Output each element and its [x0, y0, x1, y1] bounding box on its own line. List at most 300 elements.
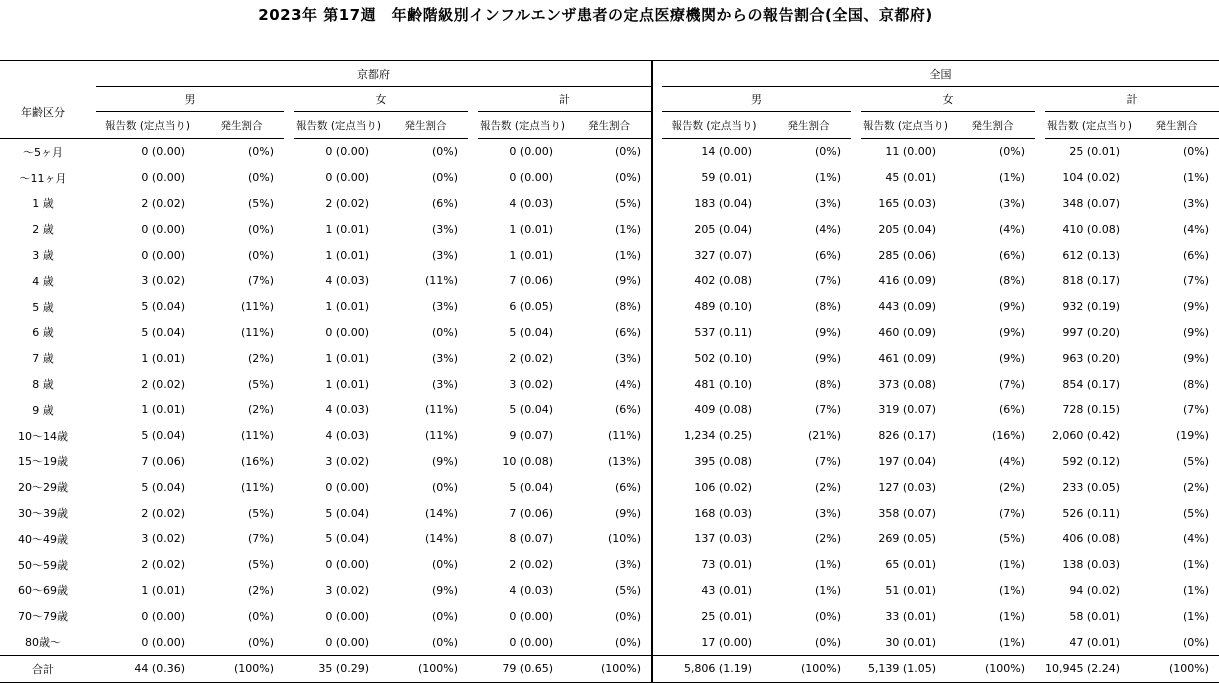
report-count-cell: 0 (0.00) [325, 609, 369, 623]
column-header-rate: 発生割合 [766, 112, 851, 139]
occurrence-rate-cell: (0%) [247, 145, 274, 159]
column-header-count: 報告数 (定点当り) [294, 112, 383, 139]
age-group-cell: 2 歳 [32, 223, 54, 237]
table-row [0, 397, 1219, 423]
report-count-cell: 5 (0.04) [141, 325, 185, 339]
report-count-cell: 481 (0.10) [694, 377, 752, 391]
table-row [0, 242, 1219, 268]
report-count-cell: 137 (0.03) [694, 532, 752, 546]
age-group-cell: 50～59歳 [18, 558, 68, 572]
occurrence-rate-cell: (5%) [247, 377, 274, 391]
report-count-cell: 10,945 (2.24) [1045, 655, 1134, 682]
report-count-cell: 127 (0.03) [878, 480, 936, 494]
occurrence-rate-cell: (3%) [431, 300, 458, 314]
report-count-cell: 183 (0.04) [694, 196, 752, 210]
occurrence-rate-cell: (4%) [614, 377, 641, 391]
occurrence-rate-cell: (0%) [814, 145, 841, 159]
sex-header-male-kyoto: 男 [96, 87, 284, 112]
report-count-cell: 461 (0.09) [878, 351, 936, 365]
occurrence-rate-cell: (100%) [950, 655, 1035, 682]
occurrence-rate-cell: (11%) [240, 429, 274, 443]
occurrence-rate-cell: (6%) [614, 403, 641, 417]
occurrence-rate-cell: (5%) [614, 583, 641, 597]
occurrence-rate-cell: (0%) [614, 171, 641, 185]
occurrence-rate-cell: (3%) [431, 222, 458, 236]
report-count-cell: 4 (0.03) [325, 274, 369, 288]
report-count-cell: 0 (0.00) [141, 609, 185, 623]
report-count-cell: 0 (0.00) [141, 145, 185, 159]
age-group-cell: 40～49歳 [18, 532, 68, 546]
report-count-cell: 59 (0.01) [701, 171, 752, 185]
report-count-cell: 43 (0.01) [701, 583, 752, 597]
occurrence-rate-cell: (9%) [998, 300, 1025, 314]
table-row [0, 526, 1219, 552]
occurrence-rate-cell: (1%) [1182, 558, 1209, 572]
report-count-cell: 35 (0.29) [294, 655, 383, 682]
report-count-cell: 3 (0.02) [325, 454, 369, 468]
occurrence-rate-cell: (7%) [1182, 403, 1209, 417]
report-count-cell: 5 (0.04) [141, 429, 185, 443]
report-count-cell: 2 (0.02) [141, 506, 185, 520]
report-count-cell: 1,234 (0.25) [683, 429, 752, 443]
age-group-cell: 4 歳 [32, 274, 54, 288]
occurrence-rate-cell: (0%) [431, 325, 458, 339]
sex-header-total-national: 計 [1045, 87, 1219, 112]
report-count-cell: 932 (0.19) [1062, 300, 1120, 314]
occurrence-rate-cell: (3%) [998, 196, 1025, 210]
report-count-cell: 410 (0.08) [1062, 222, 1120, 236]
report-count-cell: 0 (0.00) [509, 145, 553, 159]
report-count-cell: 285 (0.06) [878, 248, 936, 262]
column-header-rate: 発生割合 [199, 112, 284, 139]
column-header-rate: 発生割合 [1134, 112, 1219, 139]
report-count-cell: 502 (0.10) [694, 351, 752, 365]
occurrence-rate-cell: (11%) [607, 429, 641, 443]
report-count-cell: 5,139 (1.05) [861, 655, 950, 682]
age-group-cell: 15～19歳 [18, 455, 68, 469]
report-count-cell: 233 (0.05) [1062, 480, 1120, 494]
age-group-cell: 6 歳 [32, 326, 54, 340]
occurrence-rate-cell: (1%) [814, 171, 841, 185]
age-group-cell: 5 歳 [32, 300, 54, 314]
report-count-cell: 94 (0.02) [1069, 583, 1120, 597]
report-count-cell: 406 (0.08) [1062, 532, 1120, 546]
occurrence-rate-cell: (8%) [614, 300, 641, 314]
region-header-national: 全国 [662, 61, 1219, 87]
report-count-cell: 44 (0.36) [96, 655, 199, 682]
report-count-cell: 818 (0.17) [1062, 274, 1120, 288]
occurrence-rate-cell: (1%) [998, 609, 1025, 623]
occurrence-rate-cell: (2%) [247, 403, 274, 417]
report-count-cell: 1 (0.01) [141, 583, 185, 597]
report-count-cell: 327 (0.07) [694, 248, 752, 262]
occurrence-rate-cell: (0%) [247, 609, 274, 623]
table-row [0, 165, 1219, 191]
report-count-cell: 0 (0.00) [141, 248, 185, 262]
occurrence-rate-cell: (0%) [431, 145, 458, 159]
report-count-cell: 6 (0.05) [509, 300, 553, 314]
report-count-cell: 7 (0.06) [509, 274, 553, 288]
occurrence-rate-cell: (11%) [424, 274, 458, 288]
report-count-cell: 5 (0.04) [509, 325, 553, 339]
occurrence-rate-cell: (1%) [1182, 171, 1209, 185]
report-count-cell: 373 (0.08) [878, 377, 936, 391]
report-count-cell: 4 (0.03) [325, 429, 369, 443]
report-count-cell: 0 (0.00) [325, 145, 369, 159]
occurrence-rate-cell: (0%) [1182, 635, 1209, 649]
column-header-count: 報告数 (定点当り) [478, 112, 567, 139]
age-group-cell: 10～14歳 [18, 429, 68, 443]
report-count-cell: 409 (0.08) [694, 403, 752, 417]
occurrence-rate-cell: (0%) [614, 609, 641, 623]
occurrence-rate-cell: (7%) [814, 454, 841, 468]
report-count-cell: 5 (0.04) [325, 532, 369, 546]
occurrence-rate-cell: (3%) [431, 248, 458, 262]
table-body [0, 61, 1219, 683]
occurrence-rate-cell: (7%) [247, 274, 274, 288]
report-count-cell: 7 (0.06) [509, 506, 553, 520]
occurrence-rate-cell: (14%) [424, 532, 458, 546]
table-row [0, 216, 1219, 242]
occurrence-rate-cell: (0%) [814, 609, 841, 623]
column-header-count: 報告数 (定点当り) [1045, 112, 1134, 139]
age-group-cell: 20～29歳 [18, 481, 68, 495]
occurrence-rate-cell: (6%) [1182, 248, 1209, 262]
occurrence-rate-cell: (5%) [998, 532, 1025, 546]
occurrence-rate-cell: (7%) [814, 274, 841, 288]
table-row [0, 449, 1219, 475]
occurrence-rate-cell: (1%) [1182, 609, 1209, 623]
report-count-cell: 963 (0.20) [1062, 351, 1120, 365]
report-count-cell: 58 (0.01) [1069, 609, 1120, 623]
column-header-rate: 発生割合 [383, 112, 468, 139]
report-count-cell: 443 (0.09) [878, 300, 936, 314]
occurrence-rate-cell: (0%) [431, 609, 458, 623]
occurrence-rate-cell: (1%) [998, 171, 1025, 185]
age-group-cell: ～5ヶ月 [23, 145, 63, 159]
region-header-kyoto: 京都府 [96, 61, 652, 87]
report-count-cell: 2 (0.02) [141, 196, 185, 210]
report-count-cell: 4 (0.03) [325, 403, 369, 417]
report-count-cell: 47 (0.01) [1069, 635, 1120, 649]
occurrence-rate-cell: (0%) [247, 248, 274, 262]
occurrence-rate-cell: (8%) [814, 377, 841, 391]
occurrence-rate-cell: (4%) [998, 454, 1025, 468]
occurrence-rate-cell: (9%) [614, 274, 641, 288]
occurrence-rate-cell: (0%) [431, 558, 458, 572]
table-row [0, 578, 1219, 604]
occurrence-rate-cell: (4%) [1182, 532, 1209, 546]
table-row [0, 320, 1219, 346]
occurrence-rate-cell: (2%) [1182, 480, 1209, 494]
occurrence-rate-cell: (6%) [998, 248, 1025, 262]
occurrence-rate-cell: (6%) [814, 248, 841, 262]
report-count-cell: 0 (0.00) [325, 480, 369, 494]
table-row [0, 500, 1219, 526]
occurrence-rate-cell: (100%) [383, 655, 468, 682]
occurrence-rate-cell: (0%) [431, 171, 458, 185]
report-count-cell: 9 (0.07) [509, 429, 553, 443]
report-count-cell: 5 (0.04) [325, 506, 369, 520]
report-count-cell: 30 (0.01) [885, 635, 936, 649]
report-count-cell: 138 (0.03) [1062, 558, 1120, 572]
report-count-cell: 51 (0.01) [885, 583, 936, 597]
age-group-cell: 3 歳 [32, 249, 54, 263]
occurrence-rate-cell: (5%) [247, 196, 274, 210]
occurrence-rate-cell: (9%) [998, 325, 1025, 339]
report-count-cell: 2 (0.02) [509, 351, 553, 365]
report-count-cell: 3 (0.02) [141, 532, 185, 546]
report-count-cell: 10 (0.08) [502, 454, 553, 468]
occurrence-rate-cell: (7%) [814, 403, 841, 417]
occurrence-rate-cell: (3%) [614, 558, 641, 572]
column-header-rate: 発生割合 [950, 112, 1035, 139]
column-header-count: 報告数 (定点当り) [861, 112, 950, 139]
total-label: 合計 [0, 655, 86, 682]
report-count-cell: 5,806 (1.19) [662, 655, 766, 682]
report-count-cell: 0 (0.00) [325, 558, 369, 572]
occurrence-rate-cell: (2%) [814, 532, 841, 546]
sex-header-female-national: 女 [861, 87, 1035, 112]
report-count-cell: 165 (0.03) [878, 196, 936, 210]
occurrence-rate-cell: (21%) [807, 429, 841, 443]
report-count-cell: 79 (0.65) [478, 655, 567, 682]
occurrence-rate-cell: (9%) [814, 325, 841, 339]
occurrence-rate-cell: (8%) [814, 300, 841, 314]
report-count-cell: 997 (0.20) [1062, 325, 1120, 339]
influenza-report-table [0, 60, 1219, 683]
table-row [0, 268, 1219, 294]
occurrence-rate-cell: (1%) [814, 583, 841, 597]
report-count-cell: 45 (0.01) [885, 171, 936, 185]
occurrence-rate-cell: (1%) [998, 635, 1025, 649]
occurrence-rate-cell: (11%) [240, 480, 274, 494]
occurrence-rate-cell: (5%) [1182, 506, 1209, 520]
occurrence-rate-cell: (14%) [424, 506, 458, 520]
report-count-cell: 11 (0.00) [885, 145, 936, 159]
report-count-cell: 4 (0.03) [509, 196, 553, 210]
report-count-cell: 319 (0.07) [878, 403, 936, 417]
occurrence-rate-cell: (6%) [614, 325, 641, 339]
table-row [0, 139, 1219, 165]
occurrence-rate-cell: (9%) [1182, 300, 1209, 314]
report-count-cell: 854 (0.17) [1062, 377, 1120, 391]
report-title: 2023年 第17週 年齢階級別インフルエンザ患者の定点医療機関からの報告割合(全国、京都府) [258, 6, 933, 24]
occurrence-rate-cell: (4%) [1182, 222, 1209, 236]
occurrence-rate-cell: (5%) [614, 196, 641, 210]
report-count-cell: 3 (0.02) [509, 377, 553, 391]
occurrence-rate-cell: (1%) [998, 558, 1025, 572]
table-row [0, 474, 1219, 500]
occurrence-rate-cell: (1%) [614, 222, 641, 236]
report-count-cell: 612 (0.13) [1062, 248, 1120, 262]
occurrence-rate-cell: (3%) [814, 506, 841, 520]
occurrence-rate-cell: (2%) [247, 583, 274, 597]
table-row [0, 345, 1219, 371]
report-count-cell: 2 (0.02) [325, 196, 369, 210]
report-count-cell: 2 (0.02) [141, 558, 185, 572]
occurrence-rate-cell: (3%) [431, 377, 458, 391]
occurrence-rate-cell: (11%) [424, 403, 458, 417]
report-count-cell: 8 (0.07) [509, 532, 553, 546]
report-count-cell: 460 (0.09) [878, 325, 936, 339]
report-count-cell: 348 (0.07) [1062, 196, 1120, 210]
report-count-cell: 1 (0.01) [325, 300, 369, 314]
occurrence-rate-cell: (16%) [991, 429, 1025, 443]
report-count-cell: 5 (0.04) [509, 480, 553, 494]
report-count-cell: 25 (0.01) [1069, 145, 1120, 159]
occurrence-rate-cell: (9%) [814, 351, 841, 365]
column-header-count: 報告数 (定点当り) [662, 112, 766, 139]
occurrence-rate-cell: (4%) [814, 222, 841, 236]
table-row [0, 191, 1219, 217]
report-count-cell: 5 (0.04) [509, 403, 553, 417]
header-row-columns [0, 112, 1219, 139]
header-row-sex [0, 87, 1219, 112]
age-group-cell: 7 歳 [32, 352, 54, 366]
report-count-cell: 1 (0.01) [509, 222, 553, 236]
occurrence-rate-cell: (0%) [247, 171, 274, 185]
report-count-cell: 0 (0.00) [509, 171, 553, 185]
age-group-cell: ～11ヶ月 [19, 171, 67, 185]
occurrence-rate-cell: (11%) [240, 325, 274, 339]
occurrence-rate-cell: (3%) [1182, 196, 1209, 210]
age-group-cell: 30～39歳 [18, 507, 68, 521]
header-row-region [0, 61, 1219, 87]
column-header-count: 報告数 (定点当り) [96, 112, 199, 139]
occurrence-rate-cell: (100%) [766, 655, 851, 682]
occurrence-rate-cell: (100%) [567, 655, 652, 682]
occurrence-rate-cell: (9%) [431, 583, 458, 597]
report-count-cell: 65 (0.01) [885, 558, 936, 572]
occurrence-rate-cell: (7%) [998, 506, 1025, 520]
age-group-cell: 8 歳 [32, 378, 54, 392]
report-count-cell: 2 (0.02) [509, 558, 553, 572]
occurrence-rate-cell: (0%) [614, 635, 641, 649]
report-count-cell: 205 (0.04) [694, 222, 752, 236]
report-count-cell: 168 (0.03) [694, 506, 752, 520]
occurrence-rate-cell: (7%) [998, 377, 1025, 391]
occurrence-rate-cell: (0%) [998, 145, 1025, 159]
report-count-cell: 1 (0.01) [325, 377, 369, 391]
report-count-cell: 3 (0.02) [141, 274, 185, 288]
report-count-cell: 1 (0.01) [325, 222, 369, 236]
report-count-cell: 0 (0.00) [509, 635, 553, 649]
age-group-cell: 80歳～ [25, 636, 61, 650]
report-count-cell: 1 (0.01) [325, 351, 369, 365]
occurrence-rate-cell: (0%) [431, 635, 458, 649]
column-header-rate: 発生割合 [567, 112, 652, 139]
report-count-cell: 0 (0.00) [325, 171, 369, 185]
occurrence-rate-cell: (10%) [607, 532, 641, 546]
occurrence-rate-cell: (100%) [199, 655, 284, 682]
report-count-cell: 106 (0.02) [694, 480, 752, 494]
occurrence-rate-cell: (6%) [614, 480, 641, 494]
occurrence-rate-cell: (3%) [431, 351, 458, 365]
report-count-cell: 205 (0.04) [878, 222, 936, 236]
report-count-cell: 0 (0.00) [141, 171, 185, 185]
occurrence-rate-cell: (0%) [247, 635, 274, 649]
report-count-cell: 1 (0.01) [509, 248, 553, 262]
report-count-cell: 4 (0.03) [509, 583, 553, 597]
report-count-cell: 73 (0.01) [701, 558, 752, 572]
report-count-cell: 0 (0.00) [141, 222, 185, 236]
report-count-cell: 2,060 (0.42) [1051, 429, 1120, 443]
report-count-cell: 104 (0.02) [1062, 171, 1120, 185]
occurrence-rate-cell: (11%) [240, 300, 274, 314]
occurrence-rate-cell: (9%) [998, 351, 1025, 365]
age-group-cell: 70～79歳 [18, 610, 68, 624]
table-row [0, 371, 1219, 397]
occurrence-rate-cell: (0%) [431, 480, 458, 494]
occurrence-rate-cell: (2%) [814, 480, 841, 494]
occurrence-rate-cell: (0%) [614, 145, 641, 159]
report-count-cell: 0 (0.00) [325, 325, 369, 339]
report-count-cell: 592 (0.12) [1062, 454, 1120, 468]
occurrence-rate-cell: (13%) [607, 454, 641, 468]
table-row [0, 423, 1219, 449]
age-group-cell: 1 歳 [32, 197, 54, 211]
report-count-cell: 3 (0.02) [325, 583, 369, 597]
report-count-cell: 197 (0.04) [878, 454, 936, 468]
occurrence-rate-cell: (3%) [614, 351, 641, 365]
sex-header-total-kyoto: 計 [478, 87, 652, 112]
occurrence-rate-cell: (1%) [1182, 583, 1209, 597]
report-count-cell: 5 (0.04) [141, 300, 185, 314]
occurrence-rate-cell: (2%) [998, 480, 1025, 494]
occurrence-rate-cell: (1%) [998, 583, 1025, 597]
occurrence-rate-cell: (0%) [814, 635, 841, 649]
occurrence-rate-cell: (1%) [614, 248, 641, 262]
report-count-cell: 395 (0.08) [694, 454, 752, 468]
occurrence-rate-cell: (0%) [247, 222, 274, 236]
report-count-cell: 526 (0.11) [1062, 506, 1120, 520]
occurrence-rate-cell: (5%) [247, 506, 274, 520]
report-count-cell: 14 (0.00) [701, 145, 752, 159]
occurrence-rate-cell: (9%) [614, 506, 641, 520]
report-count-cell: 0 (0.00) [141, 635, 185, 649]
occurrence-rate-cell: (6%) [431, 196, 458, 210]
table-row [0, 294, 1219, 320]
report-count-cell: 0 (0.00) [325, 635, 369, 649]
occurrence-rate-cell: (9%) [1182, 351, 1209, 365]
report-count-cell: 1 (0.01) [325, 248, 369, 262]
report-count-cell: 358 (0.07) [878, 506, 936, 520]
sex-header-female-kyoto: 女 [294, 87, 468, 112]
report-count-cell: 1 (0.01) [141, 403, 185, 417]
table-row [0, 552, 1219, 578]
report-count-cell: 1 (0.01) [141, 351, 185, 365]
occurrence-rate-cell: (9%) [1182, 325, 1209, 339]
occurrence-rate-cell: (5%) [1182, 454, 1209, 468]
report-count-cell: 33 (0.01) [885, 609, 936, 623]
report-count-cell: 537 (0.11) [694, 325, 752, 339]
occurrence-rate-cell: (6%) [998, 403, 1025, 417]
occurrence-rate-cell: (5%) [247, 558, 274, 572]
age-group-cell: 9 歳 [32, 403, 54, 417]
table-row [0, 603, 1219, 629]
occurrence-rate-cell: (7%) [247, 532, 274, 546]
report-count-cell: 826 (0.17) [878, 429, 936, 443]
age-group-cell: 60～69歳 [18, 584, 68, 598]
report-count-cell: 728 (0.15) [1062, 403, 1120, 417]
report-count-cell: 17 (0.00) [701, 635, 752, 649]
occurrence-rate-cell: (9%) [431, 454, 458, 468]
report-count-cell: 416 (0.09) [878, 274, 936, 288]
occurrence-rate-cell: (100%) [1134, 655, 1219, 682]
report-count-cell: 2 (0.02) [141, 377, 185, 391]
total-row [0, 655, 1219, 682]
